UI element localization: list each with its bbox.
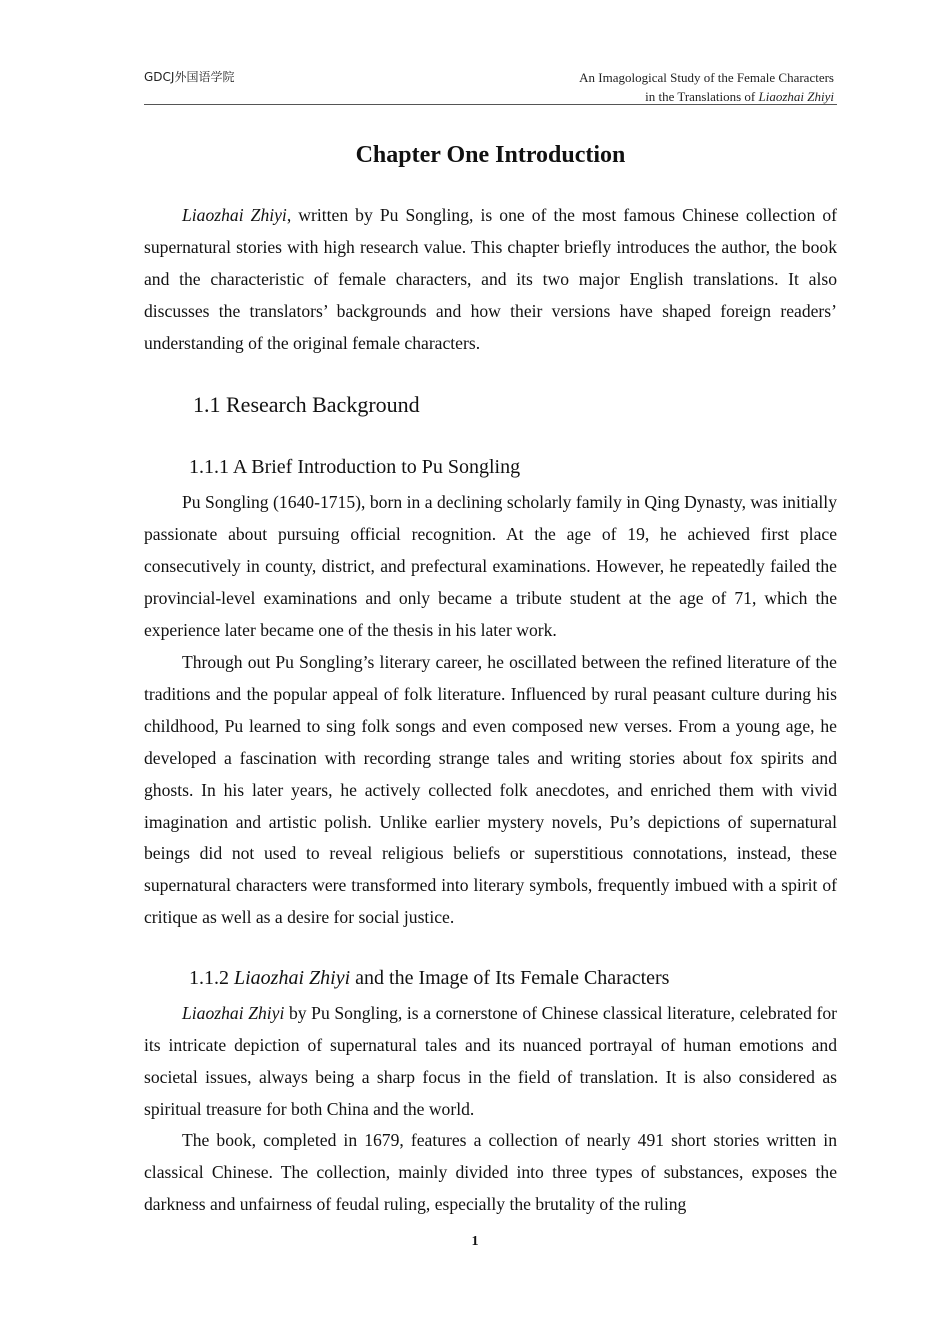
paragraph-book-content: The book, completed in 1679, features a collection of nearly 491 short stories written in classical Chinese. The collection, mainly divided into three types of substances, exposes the darkness and unfairness of feudal ruling, especially the brutality of the ruling bbox=[144, 1130, 837, 1214]
header-title-prefix: in the Translations of bbox=[645, 89, 759, 104]
paragraph-book-overview bbox=[144, 998, 837, 1126]
paragraph-book-text: by Pu Songling, is a cornerstone of Chinese classical literature, celebrated for its intricate depiction of supernatural tales and its nuanced portrayal of human emotions and societal issues, always being a sharp focus in the field of translation. It is also considered as spiritual treasure for both China and the world. bbox=[144, 1003, 837, 1119]
header-title-line-1: An Imagological Study of the Female Characters bbox=[579, 70, 834, 85]
heading-prefix: 1.1.2 bbox=[189, 967, 234, 989]
paragraph-pu-intro: Pu Songling (1640-1715), born in a declining scholarly family in Qing Dynasty, was initially passionate about pursuing official recognition. At the age of 19, he achieved first place consecutively in county, district, and prefectural examinations. However, he repeatedly failed the provincial-level examinations and only became a tribute student at the age of 71, which the experience later became one of the thesis in his later work. bbox=[144, 492, 837, 640]
paragraph-book-title: Liaozhai Zhiyi bbox=[182, 1003, 285, 1023]
intro-book-title: Liaozhai Zhiyi bbox=[182, 205, 287, 225]
header-title-italic: Liaozhai Zhiyi bbox=[758, 89, 834, 104]
heading-suffix: and the Image of Its Female Characters bbox=[350, 967, 670, 989]
intro-text: , written by Pu Songling, is one of the most famous Chinese collection of supernatural stories with high research value. This chapter briefly introduces the author, the book and the characteristic of female characters, and its two major English translations. It also discusses the translators’ backgrounds and how their versions have shaped foreign readers’ understanding of the original female characters. bbox=[144, 205, 837, 353]
heading-book-title: Liaozhai Zhiyi bbox=[234, 967, 351, 989]
header-rule bbox=[144, 104, 837, 105]
page-number: 1 bbox=[471, 1234, 479, 1249]
section-heading-1-1-2 bbox=[189, 967, 669, 990]
header-institution: GDCJ外国语学院 bbox=[144, 70, 235, 84]
intro-paragraph bbox=[144, 200, 837, 360]
header-thesis-title bbox=[480, 68, 834, 106]
section-heading-1-1-1: 1.1.1 A Brief Introduction to Pu Songling bbox=[189, 456, 521, 478]
chapter-title: Chapter One Introduction bbox=[355, 142, 626, 168]
section-heading-1-1: 1.1 Research Background bbox=[193, 392, 420, 417]
paragraph-pu-career: Through out Pu Songling’s literary career, he oscillated between the refined literature of the traditions and the popular appeal of folk literature. Influenced by rural peasant culture during his childhood, Pu learned to sing folk songs and even composed new verses. From a young age, he developed a fascination with recording strange tales and writing stories about fox spirits and ghosts. In his later years, he actively collected folk anecdotes, and enriched them with vivid imagination and artistic polish. Unlike earlier mystery novels, Pu’s depictions of supernatural beings did not used to reveal religious beliefs or superstitious connotations, instead, these supernatural characters were transformed into literary symbols, frequently imbued with a spirit of critique as well as a desire for social justice. bbox=[144, 652, 837, 928]
